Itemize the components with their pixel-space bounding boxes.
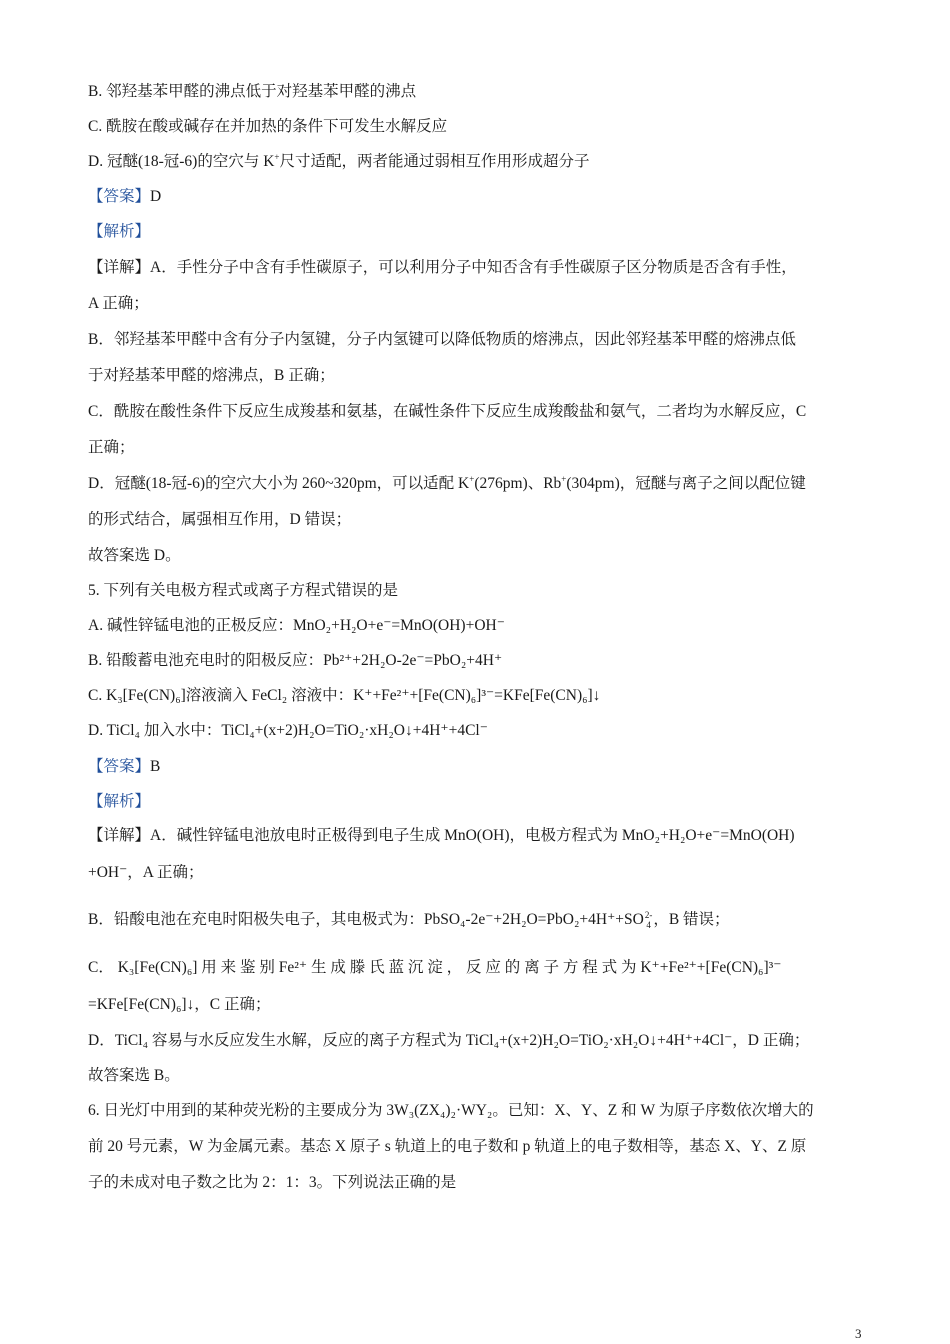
q5-detail-line-3-a: B．铅酸电池在充电时阳极失电子，其电极式为：PbSO₄-2e⁻+2H₂O=PbO₂+4H⁺+SO — [88, 911, 644, 928]
sulfate-charge-sup: 2- — [644, 910, 653, 921]
q5-conclusion: 故答案选 B。 — [88, 1067, 180, 1084]
q4-detail-line-4: 于对羟基苯甲醛的熔沸点，B 正确； — [88, 367, 335, 384]
q4-option-d-post: 尺寸适配，两者能通过弱相互作用形成超分子 — [279, 153, 590, 170]
q5-detail-line-4: C． K₃[Fe(CN)₆] 用 来 鉴 别 Fe²⁺ 生 成 滕 氏 蓝 沉 淀 ， 反 应 的 离 子 方 程 式 为 K⁺+Fe²⁺+[Fe(CN)₆]³⁻ — [88, 959, 782, 976]
q5-detail-line-1: 【详解】A．碱性锌锰电池放电时正极得到电子生成 MnO(OH)，电极方程式为 MnO₂+H₂O+e⁻=MnO(OH) — [88, 827, 795, 844]
q4-detail-line-8: 的形式结合，属强相互作用，D 错误； — [88, 511, 352, 528]
q5-detail-line-5: =KFe[Fe(CN)₆]↓，C 正确； — [88, 996, 271, 1013]
q5-answer-value: B — [150, 758, 161, 775]
q5-answer — [88, 757, 878, 777]
q4-detail-line-7 — [88, 474, 878, 494]
q6-stem-line-3: 子的未成对电子数之比为 2：1：3。下列说法正确的是 — [88, 1174, 457, 1191]
q5-detail-line-3 — [88, 910, 878, 930]
page-number: 3 — [855, 1326, 862, 1341]
q4-option-d — [88, 152, 878, 172]
q4-detail-line-2: A 正确； — [88, 295, 149, 312]
q4-answer-tag: 【答案】 — [88, 188, 151, 205]
q4-answer — [88, 187, 878, 207]
q4-detail-line-7-a: D．冠醚(18-冠-6)的空穴大小为 260~320pm，可以适配 K — [88, 475, 470, 492]
q4-detail-line-7-sup1: + — [469, 473, 475, 484]
q5-detail-line-2: +OH⁻，A 正确； — [88, 864, 204, 881]
q4-option-d-sup: + — [274, 151, 280, 162]
q5-analysis-tag: 【解析】 — [88, 793, 151, 810]
q4-conclusion: 故答案选 D。 — [88, 547, 181, 564]
q4-detail-line-6: 正确； — [88, 439, 135, 456]
q5-stem: 5. 下列有关电极方程式或离子方程式错误的是 — [88, 582, 399, 599]
q4-detail-line-7-c: (304pm)，冠醚与离子之间以配位键 — [566, 475, 806, 492]
q4-detail-line-5: C．酰胺在酸性条件下反应生成羧基和氨基，在碱性条件下反应生成羧酸盐和氨气，二者均为水解反应，C — [88, 403, 807, 420]
q4-detail-line-3: B．邻羟基苯甲醛中含有分子内氢键，分子内氢键可以降低物质的熔沸点，因此邻羟基苯甲醛的熔沸点低 — [88, 331, 796, 348]
q4-option-b: B. 邻羟基苯甲醛的沸点低于对羟基苯甲醛的沸点 — [88, 83, 417, 100]
q4-detail-line-7-b: (276pm)、Rb — [474, 475, 562, 492]
q6-stem-line-1: 6. 日光灯中用到的某种荧光粉的主要成分为 3W₃(ZX₄)₂·WY₂。已知：X、Y、Z 和 W 为原子序数依次增大的 — [88, 1102, 814, 1119]
q5-option-a: A. 碱性锌锰电池的正极反应：MnO₂+H₂O+e⁻=MnO(OH)+OH⁻ — [88, 617, 505, 634]
sulfate-charge-sub: 4 — [646, 920, 651, 931]
q4-option-d-pre: D. 冠醚(18-冠-6)的空穴与 K — [88, 153, 275, 170]
q4-detail-line-1: 【详解】A．手性分子中含有手性碳原子，可以利用分子中知否含有手性碳原子区分物质是否含有手性， — [88, 259, 797, 276]
q5-detail-line-3-b: ，B 错误； — [653, 911, 730, 928]
q6-stem-line-2: 前 20 号元素，W 为金属元素。基态 X 原子 s 轨道上的电子数和 p 轨道上的电子数相等，基态 X、Y、Z 原 — [88, 1138, 807, 1155]
q4-analysis-tag: 【解析】 — [88, 223, 151, 240]
q5-answer-tag: 【答案】 — [88, 758, 151, 775]
q5-option-d: D. TiCl₄ 加入水中：TiCl₄+(x+2)H₂O=TiO₂·xH₂O↓+4H⁺+4Cl⁻ — [88, 722, 488, 739]
q4-detail-line-7-sup2: + — [561, 473, 567, 484]
q5-detail-line-6: D．TiCl₄ 容易与水反应发生水解，反应的离子方程式为 TiCl₄+(x+2)H₂O=TiO₂·xH₂O↓+4H⁺+4Cl⁻，D 正确； — [88, 1032, 810, 1049]
q5-option-c: C. K₃[Fe(CN)₆]溶液滴入 FeCl₂ 溶液中：K⁺+Fe²⁺+[Fe(CN)₆]³⁻=KFe[Fe(CN)₆]↓ — [88, 687, 601, 704]
q4-option-c: C. 酰胺在酸或碱存在并加热的条件下可发生水解反应 — [88, 118, 448, 135]
q4-answer-value: D — [150, 188, 162, 205]
sulfate-charge-stack — [645, 910, 653, 930]
q5-option-b: B. 铅酸蓄电池充电时的阳极反应：Pb²⁺+2H₂O-2e⁻=PbO₂+4H⁺ — [88, 652, 503, 669]
